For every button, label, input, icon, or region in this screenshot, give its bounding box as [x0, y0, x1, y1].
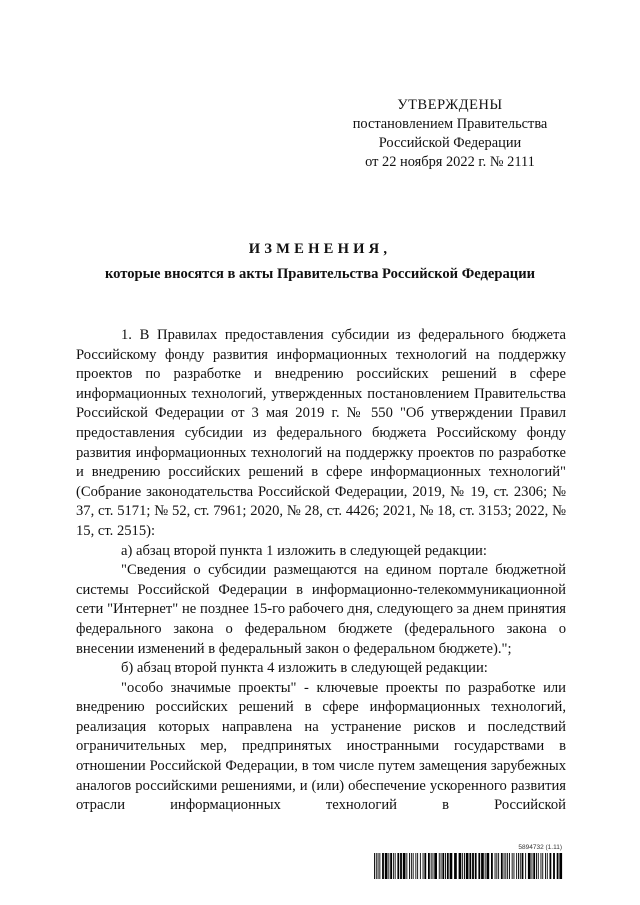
barcode-bar: [495, 853, 496, 879]
barcode-bar: [496, 853, 497, 879]
barcode-bar: [431, 853, 432, 879]
barcode-bar: [475, 853, 477, 879]
barcode-bar: [445, 853, 446, 879]
barcode-bar: [434, 853, 437, 879]
barcode-bar: [424, 853, 426, 879]
barcode-bar: [376, 853, 377, 879]
barcode-bar: [374, 853, 375, 879]
barcode-bar: [441, 853, 442, 879]
barcode-bar: [536, 853, 537, 879]
document-subtitle: которые вносятся в акты Правительства Российской Федерации: [104, 266, 536, 282]
barcode-bar: [532, 853, 533, 879]
barcode-bar: [514, 853, 515, 879]
barcode-bar: [520, 853, 521, 879]
barcode-bar: [541, 853, 542, 879]
barcode-bar: [557, 853, 559, 879]
barcode-bar: [390, 853, 392, 879]
barcode-bar: [538, 853, 539, 879]
barcode-bar: [406, 853, 407, 879]
barcode-bar: [395, 853, 396, 879]
barcode-bar: [542, 853, 543, 879]
paragraph-1: 1. В Правилах предоставления субсидии из федерального бюджета Российскому фонду развития информационных технологий на поддержку проектов по разработке и внедрению российских решений в сфере информационных технологий, утвержденных постановлением Правительства Российской Федерации от 3 мая 2019 г. № 550 "Об утверждении Правил предоставления субсидии из федерального бюджета Российскому фонду развития информационных технологий на поддержку проектов по разработке и внедрению российских решений в сфере информационных технологий" (Собрание законодательства Российской Федерации, 2019, № 19, ст. 2306; № 37, ст. 5171; № 52, ст. 7961; 2020, № 28, ст. 4426; 2021, № 18, ст. 3153; 2022, № 15, ст. 2515):: [76, 327, 566, 539]
barcode-bar: [413, 853, 414, 879]
document-body: [76, 326, 566, 816]
barcode-bar: [491, 853, 493, 879]
approval-decree-line: постановлением Правительства: [352, 116, 548, 132]
paragraph-4: б) абзац второй пункта 4 изложить в следующей редакции:: [121, 660, 488, 677]
approval-authority-line: Российской Федерации: [378, 135, 522, 151]
barcode-bar: [498, 853, 499, 879]
barcode-bar: [388, 853, 389, 879]
barcode-bar: [450, 853, 453, 879]
barcode-bar: [409, 853, 410, 879]
barcode-bar: [417, 853, 418, 879]
barcode-bar: [439, 853, 440, 879]
barcode-bar: [545, 853, 546, 879]
barcode-bar: [525, 853, 526, 879]
barcode-bar: [478, 853, 480, 879]
barcode-bar: [428, 853, 430, 879]
barcode-bar: [454, 853, 457, 879]
barcode-bar: [462, 853, 463, 879]
barcode-bar: [518, 853, 519, 879]
paragraph-5: "особо значимые проекты" - ключевые проекты по разработке или внедрению российских решений в сфере информационных технологий, реализация которых направлена на устранение рисков и последствий ограничительных мер, предпринятых иностранными государствами в отношении Российской Федерации, в том числе путем замещения зарубежных аналогов российскими решениями, и (или) обеспечение ускоренного развития отрасли информационных технологий в Российской: [76, 679, 566, 814]
barcode-bar: [472, 853, 474, 879]
barcode-bar: [505, 853, 506, 879]
barcode-bar: [378, 853, 379, 879]
approval-heading: УТВЕРЖДЕНЫ: [397, 97, 503, 113]
barcode-bar: [459, 853, 462, 879]
document-code: 5894732 (1.11): [518, 844, 562, 851]
barcode-bar: [504, 853, 505, 879]
barcode-bar: [393, 853, 394, 879]
barcode-bar: [501, 853, 503, 879]
barcode-bar: [509, 853, 510, 879]
barcode-bar: [547, 853, 548, 879]
barcode-bar: [442, 853, 444, 879]
barcode-bar: [433, 853, 434, 879]
barcode-image: [374, 853, 564, 879]
barcode-bar: [466, 853, 469, 879]
approval-date-line: от 22 ноября 2022 г. № 2111: [365, 154, 535, 170]
barcode-bar: [411, 853, 412, 879]
document-title: ИЗМЕНЕНИЯ,: [248, 241, 392, 257]
barcode-bar: [528, 853, 531, 879]
barcode-bar: [507, 853, 508, 879]
barcode-bar: [559, 853, 562, 879]
approval-stamp: [340, 96, 560, 172]
barcode-bar: [403, 853, 406, 879]
barcode-bar: [379, 853, 380, 879]
barcode-bar: [464, 853, 465, 879]
paragraph-3: "Сведения о субсидии размещаются на едином портале бюджетной системы Российской Федерации в информационно-телекоммуникационной сети "Интернет" не позднее 15-го рабочего дня, следующего за днем принятия федерального закона о федеральном бюджете (федерального закона о внесении изменений в федеральный закон о федеральном бюджете).";: [76, 562, 566, 657]
barcode-bar: [420, 853, 421, 879]
barcode-bar: [397, 853, 399, 879]
barcode-bar: [512, 853, 513, 879]
barcode-bar: [481, 853, 484, 879]
barcode-bar: [550, 853, 552, 879]
barcode-bar: [533, 853, 535, 879]
barcode-bar: [447, 853, 449, 879]
barcode-bar: [485, 853, 486, 879]
barcode-bar: [516, 853, 517, 879]
barcode-bar: [522, 853, 524, 879]
barcode-bar: [382, 853, 384, 879]
barcode-bar: [487, 853, 490, 879]
barcode-bar: [415, 853, 416, 879]
paragraph-2: а) абзац второй пункта 1 изложить в следующей редакции:: [121, 542, 487, 559]
barcode-bar: [469, 853, 471, 879]
barcode-bar: [400, 853, 402, 879]
barcode-bar: [423, 853, 424, 879]
barcode-bar: [385, 853, 388, 879]
barcode-bar: [553, 853, 555, 879]
